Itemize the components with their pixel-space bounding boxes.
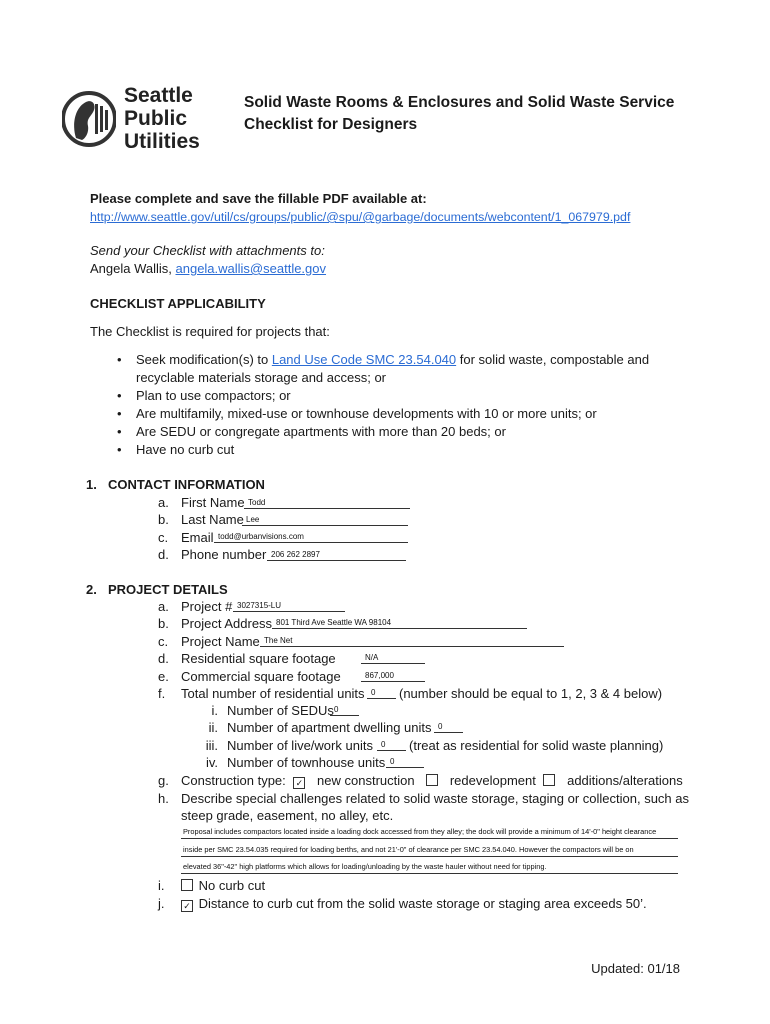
last-name-value: Lee (246, 515, 260, 524)
sedu-label: Number of SEDUs (227, 703, 334, 718)
contact-line (90, 260, 326, 278)
new-construction-checkbox[interactable]: ✓ (293, 777, 305, 789)
project-address-label: Project Address (181, 616, 273, 631)
seattle-public-utilities-logo (62, 84, 212, 154)
item-marker: h. (158, 791, 169, 806)
item-marker: i. (211, 703, 218, 718)
total-units-note: (number should be equal to 1, 2, 3 & 4 below) (399, 686, 663, 701)
residential-sqft-field[interactable] (361, 649, 425, 664)
sedu-field[interactable] (330, 701, 359, 716)
project-number-label: Project # (181, 599, 233, 614)
pdf-link[interactable]: http://www.seattle.gov/util/cs/groups/public/@spu/@garbage/documents/webcontent/1_067979.pdf (90, 210, 631, 224)
project-address-field[interactable] (272, 614, 527, 629)
item-marker: c. (158, 634, 169, 649)
challenges-text-1: Proposal includes compactors located inside a loading dock accessed from they alley; the dock will provide a minimum of 14'-0" height clearance (183, 827, 657, 836)
townhouse-units-field[interactable] (386, 753, 424, 768)
item-marker: a. (158, 599, 169, 614)
title-line-2: Checklist for Designers (244, 116, 418, 133)
section-1-number: 1. (86, 477, 97, 492)
title-line-1: Solid Waste Rooms & Enclosures and Solid Waste Service (244, 94, 675, 111)
first-name-label: First Name (181, 495, 245, 510)
email-label: Email (181, 530, 214, 545)
item-marker: a. (158, 495, 169, 510)
sedu-value: 0 (334, 705, 339, 714)
bullet-marker: • (117, 442, 122, 457)
challenges-text-2: inside per SMC 23.54.035 required for loading berths, and not 21'-0" of clearance per SMC 23.54.040. However the compactors will be on (183, 845, 634, 854)
item-marker: b. (158, 616, 169, 631)
townhouse-units-label: Number of townhouse units (227, 755, 386, 770)
challenges-field-line-1[interactable] (181, 822, 678, 839)
applicability-lead: The Checklist is required for projects that: (90, 324, 330, 339)
residential-sqft-label: Residential square footage (181, 651, 336, 666)
total-units-value: 0 (371, 688, 376, 697)
updated-date: Updated: 01/18 (591, 961, 680, 976)
applicability-item-5: Have no curb cut (136, 442, 235, 457)
item-marker: d. (158, 651, 169, 666)
item-marker: iii. (205, 738, 218, 753)
total-units-label: Total number of residential units (181, 686, 365, 701)
total-units-field[interactable] (367, 684, 396, 699)
item-marker: i. (158, 878, 165, 893)
project-name-field[interactable] (260, 632, 564, 647)
phone-label: Phone number (181, 547, 267, 562)
applicability-item-4: Are SEDU or congregate apartments with more than 20 beds; or (136, 424, 506, 439)
last-name-field[interactable] (242, 511, 408, 526)
commercial-sqft-field[interactable] (361, 667, 425, 682)
email-field[interactable] (214, 528, 408, 543)
phone-value: 206 262 2897 (271, 550, 320, 559)
challenges-label: Describe special challenges related to solid waste storage, staging or collection, such as (181, 791, 689, 806)
project-number-field[interactable] (233, 597, 345, 612)
send-label: Send your Checklist with attachments to: (90, 243, 325, 258)
item-1-post: for solid waste, compostable and (456, 352, 650, 367)
applicability-item-2: Plan to use compactors; or (136, 388, 291, 403)
project-name-label: Project Name (181, 634, 260, 649)
applicability-item-1 (136, 351, 649, 369)
first-name-field[interactable] (244, 494, 410, 509)
logo-line-3: Utilities (124, 130, 200, 153)
challenges-field-line-2[interactable] (181, 840, 678, 857)
item-marker: d. (158, 547, 169, 562)
contact-email-link[interactable]: angela.wallis@seattle.gov (175, 261, 327, 276)
logo-line-1: Seattle (124, 84, 193, 107)
additions-label: additions/alterations (567, 773, 683, 788)
applicability-heading: CHECKLIST APPLICABILITY (90, 296, 266, 311)
item-marker: j. (158, 896, 165, 911)
email-value: todd@urbanvisions.com (218, 532, 304, 541)
item-marker: e. (158, 669, 169, 684)
item-marker: ii. (208, 720, 218, 735)
project-address-value: 801 Third Ave Seattle WA 98104 (276, 618, 392, 627)
challenges-label-cont: steep grade, easement, no alley, etc. (181, 808, 394, 823)
phone-field[interactable] (267, 546, 406, 561)
townhouse-units-value: 0 (390, 757, 395, 766)
redevelopment-label: redevelopment (449, 773, 536, 788)
no-curb-cut-label: No curb cut (198, 878, 266, 893)
seattle-seal-icon (62, 88, 116, 150)
item-1-pre: Seek modification(s) to (136, 352, 272, 367)
item-marker: iv. (205, 755, 218, 770)
distance-label: Distance to curb cut from the solid waste storage or staging area exceeds 50’. (198, 896, 647, 911)
section-2-number: 2. (86, 582, 97, 597)
project-heading: PROJECT DETAILS (108, 582, 228, 597)
live-work-note: (treat as residential for solid waste planning) (409, 738, 664, 753)
apartment-units-value: 0 (438, 722, 443, 731)
instruction-text: Please complete and save the fillable PDF available at: (90, 191, 427, 206)
contact-name: Angela Wallis, (90, 261, 176, 276)
additions-checkbox[interactable] (543, 774, 555, 786)
apartment-units-label: Number of apartment dwelling units (227, 720, 432, 735)
challenges-field-line-3[interactable] (181, 857, 678, 874)
no-curb-cut-checkbox[interactable] (181, 879, 193, 891)
new-construction-label: new construction (317, 773, 415, 788)
land-use-code-link[interactable]: Land Use Code SMC 23.54.040 (271, 352, 457, 367)
commercial-sqft-label: Commercial square footage (181, 669, 341, 684)
applicability-item-3: Are multifamily, mixed-use or townhouse developments with 10 or more units; or (136, 406, 597, 421)
item-marker: g. (158, 773, 169, 788)
bullet-marker: • (117, 406, 122, 421)
live-work-field[interactable] (377, 736, 406, 751)
project-number-value: 3027315-LU (237, 601, 282, 610)
live-work-value: 0 (381, 740, 386, 749)
project-name-value: The Net (264, 636, 293, 645)
item-marker: b. (158, 512, 169, 527)
residential-sqft-value: N/A (365, 653, 379, 662)
bullet-marker: • (117, 352, 122, 367)
document-title (244, 92, 674, 136)
redevelopment-checkbox[interactable] (426, 774, 438, 786)
distance-checkbox[interactable]: ✓ (181, 900, 193, 912)
no-curb-cut-row (181, 877, 265, 895)
contact-heading: CONTACT INFORMATION (108, 477, 265, 492)
logo-line-2: Public (124, 107, 188, 130)
apartment-units-field[interactable] (434, 718, 463, 733)
challenges-text-3: elevated 36"-42" high platforms which allows for loading/unloading by the waste hauler without need for tipping. (183, 862, 547, 871)
commercial-sqft-value: 867,000 (365, 671, 394, 680)
distance-row (181, 895, 647, 913)
bullet-marker: • (117, 388, 122, 403)
last-name-label: Last Name (181, 512, 244, 527)
item-marker: f. (158, 686, 166, 701)
first-name-value: Todd (248, 498, 266, 507)
live-work-label: Number of live/work units (227, 738, 373, 753)
item-marker: c. (158, 530, 169, 545)
bullet-marker: • (117, 424, 122, 439)
construction-type-row (181, 772, 683, 790)
construction-type-label: Construction type: (181, 773, 286, 788)
applicability-item-1-cont: recyclable materials storage and access; or (136, 370, 387, 385)
